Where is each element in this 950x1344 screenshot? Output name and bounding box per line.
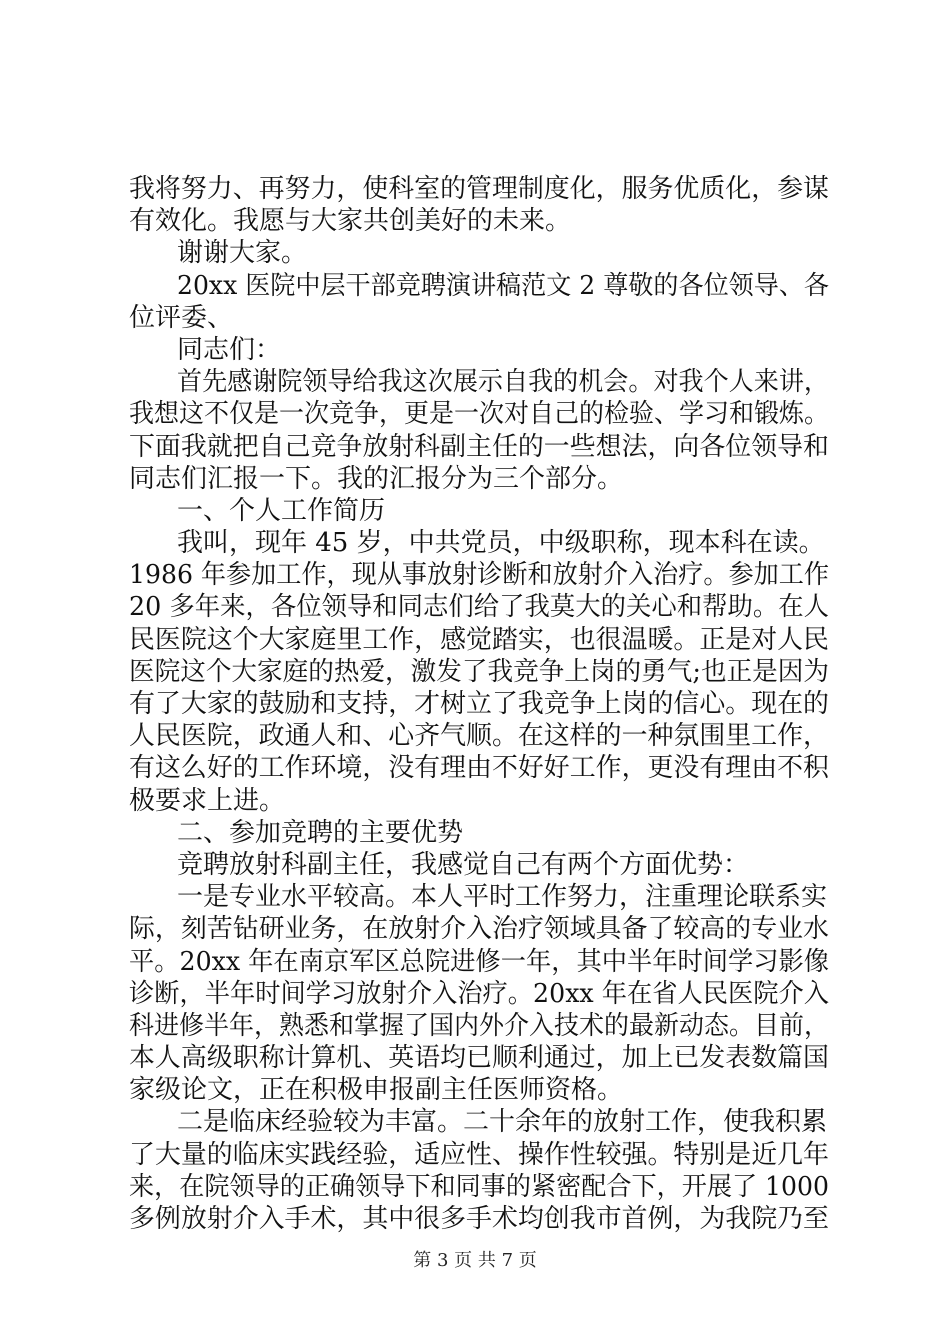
text-line: 人民医院，政通人和、心齐气顺。在这样的一种氛围里工作， <box>129 721 829 752</box>
document-body <box>129 173 829 1235</box>
text-line: 本人高级职称计算机、英语均已顺利通过，加上已发表数篇国 <box>129 1043 829 1074</box>
text-line: 医院这个大家庭的热爱，激发了我竞争上岗的勇气;也正是因为 <box>129 656 829 687</box>
text-line: 来，在院领导的正确领导下和同事的紧密配合下，开展了 1000 <box>129 1171 829 1202</box>
text-line: 同志们汇报一下。我的汇报分为三个部分。 <box>129 463 624 494</box>
text-line: 平。20xx 年在南京军区总院进修一年，其中半年时间学习影像 <box>129 946 829 977</box>
text-line: 际，刻苦钻研业务，在放射介入治疗领域具备了较高的专业水 <box>129 914 829 945</box>
text-line: 同志们： <box>177 334 282 365</box>
text-line: 首先感谢院领导给我这次展示自我的机会。对我个人来讲， <box>177 367 829 398</box>
page-footer: 第 3 页 共 7 页 <box>413 1250 537 1271</box>
text-line: 了大量的临床实践经验，适应性、操作性较强。特别是近几年 <box>129 1139 829 1170</box>
section-heading: 一、个人工作简历 <box>177 495 386 526</box>
text-line: 竞聘放射科副主任，我感觉自己有两个方面优势： <box>177 849 750 880</box>
text-line: 我将努力、再努力，使科室的管理制度化，服务优质化，参谋 <box>129 174 829 204</box>
text-line: 有这么好的工作环境，没有理由不好好工作，更没有理由不积 <box>129 753 829 784</box>
text-line: 有效化。我愿与大家共创美好的未来。 <box>129 206 572 237</box>
section-heading: 二、参加竞聘的主要优势 <box>177 817 464 848</box>
text-line: 位评委、 <box>129 302 234 333</box>
text-line: 诊断，半年时间学习放射介入治疗。20xx 年在省人民医院介入 <box>129 978 829 1009</box>
text-line: 有了大家的鼓励和支持，才树立了我竞争上岗的信心。现在的 <box>129 689 829 719</box>
text-line: 20xx 医院中层干部竞聘演讲稿范文 2 尊敬的各位领导、各 <box>177 270 829 301</box>
text-line: 科进修半年，熟悉和掌握了国内外介入技术的最新动态。目前， <box>129 1010 829 1041</box>
text-line: 我想这不仅是一次竞争，更是一次对自己的检验、学习和锻炼。 <box>129 399 829 430</box>
text-line: 1986 年参加工作，现从事放射诊断和放射介入治疗。参加工作 <box>129 560 829 591</box>
text-line: 二是临床经验较为丰富。二十余年的放射工作，使我积累 <box>177 1107 828 1138</box>
text-line: 多例放射介入手术，其中很多手术均创我市首例，为我院乃至 <box>129 1204 829 1234</box>
text-line: 谢谢大家。 <box>177 238 308 269</box>
text-line: 下面我就把自己竞争放射科副主任的一些想法，向各位领导和 <box>129 431 829 462</box>
text-line: 一是专业水平较高。本人平时工作努力，注重理论联系实 <box>177 882 828 913</box>
text-line: 极要求上进。 <box>129 785 286 816</box>
text-line: 民医院这个大家庭里工作，感觉踏实，也很温暖。正是对人民 <box>129 624 829 655</box>
text-line: 20 多年来，各位领导和同志们给了我莫大的关心和帮助。在人 <box>129 592 829 623</box>
text-line: 我叫，现年 45 岁，中共党员，中级职称，现本科在读。 <box>177 528 825 559</box>
text-line: 家级论文，正在积极申报副主任医师资格。 <box>129 1075 624 1106</box>
